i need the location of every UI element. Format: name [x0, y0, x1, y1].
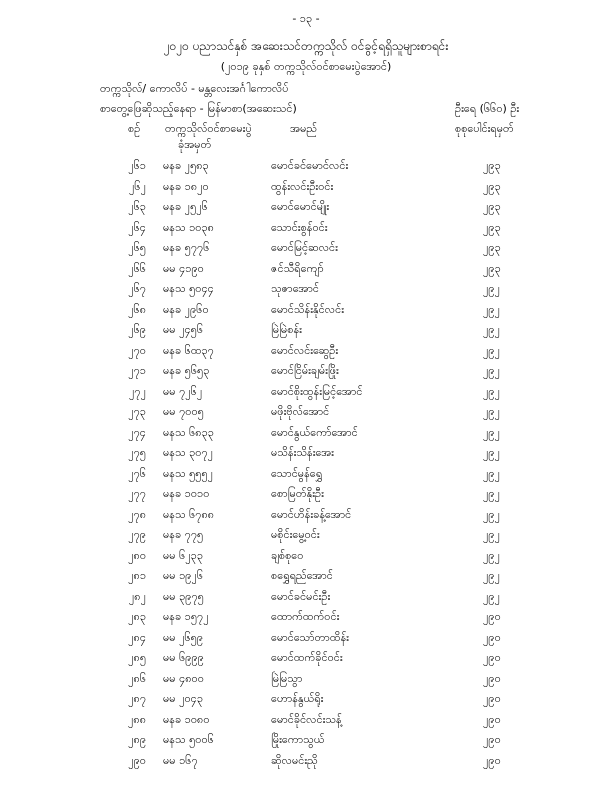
row-number: ၂၆၉ — [128, 323, 146, 336]
roll-number: မမ ၇၂၆၂ — [163, 384, 203, 398]
roll-number: မမ ၁၆၇ — [163, 753, 198, 767]
roll-number: မနသ ၁၀၃၈ — [163, 220, 214, 234]
total-marks: ၂၉၂ — [483, 528, 500, 541]
student-name: မောင်ဟိန်းခန့်အောင် — [271, 507, 352, 521]
total-marks: ၂၉၀ — [483, 692, 501, 705]
row-number: ၂၇၂ — [129, 384, 146, 398]
row-number: ၂၈၃ — [128, 610, 146, 623]
roll-number: မနခ ၁၀၁၀ — [163, 487, 210, 500]
student-name: မောင်သိန်းနိုင်လင်း — [271, 302, 344, 316]
row-number: ၂၇၆ — [128, 466, 146, 480]
table-row — [0, 385, 612, 406]
row-number: ၂၆၅ — [128, 241, 146, 254]
total-marks: ၂၉၃ — [483, 241, 501, 254]
student-name: မောင်နွယ်ကော်အောင် — [271, 425, 358, 439]
student-name: ဟောန်နွယ်ရိုး — [271, 692, 324, 705]
total-marks: ၂၉၂ — [483, 302, 500, 316]
roll-number: မနခ ၁၀၈၀ — [163, 712, 210, 726]
table-row — [0, 262, 612, 283]
student-name: မောင်လင်းဆွေဦး — [271, 343, 339, 357]
total-marks: ၂၉၂ — [483, 548, 500, 562]
roll-number: မနခ ၂၅၂၆ — [163, 200, 208, 213]
table-row — [0, 528, 612, 549]
table-row — [0, 323, 612, 344]
total-marks: ၂၉၀ — [483, 651, 501, 664]
roll-number: မနခ ၂၉၆၀ — [163, 302, 209, 316]
total-marks: ၂၉၂ — [483, 384, 500, 398]
total-marks: ၂၉၀ — [483, 753, 501, 767]
column-header-name: အမည် — [290, 122, 318, 135]
table-row — [0, 692, 612, 713]
student-name: မောင်မြင့်ဆလင်း — [271, 241, 338, 254]
roll-number: မနခ ၅၆၅၃ — [163, 364, 210, 377]
column-header-no: စဉ် — [128, 122, 141, 135]
roll-number: မမ ၂၆၅၉ — [163, 630, 204, 644]
institution-line: တက္ကသိုလ်/ ကောလိပ် - မန္တလေးအင်္ဂါကောလိပ် — [100, 82, 289, 95]
table-row — [0, 364, 612, 385]
student-name: မသိန်းသိန်းအေး — [271, 446, 334, 459]
student-name: သုဇာအောင် — [271, 282, 319, 295]
roll-number: မမ ၂၄၅၆ — [163, 323, 204, 336]
roll-number: မနသ ၅၀၀၆ — [163, 733, 214, 746]
total-marks: ၂၉၂ — [483, 343, 500, 357]
roll-number: မမ ၆၉၉၉ — [163, 651, 204, 664]
student-name: မောင်သော်တာထိန်း — [271, 630, 349, 644]
total-marks: ၂၉၂ — [483, 405, 500, 418]
table-row — [0, 590, 612, 611]
roll-number: မမ ၄၈၀၀ — [163, 671, 204, 685]
table-row — [0, 569, 612, 590]
row-number: ၂၆၈ — [128, 302, 146, 316]
total-marks: ၂၉၃ — [483, 200, 501, 213]
row-number: ၂၆၃ — [128, 200, 146, 213]
total-marks: ၂၉၂ — [483, 364, 500, 377]
total-marks: ၂၉၂ — [483, 446, 500, 459]
row-number: ၂၈၂ — [128, 589, 146, 603]
roll-number: မမ ၇၀၀၅ — [163, 405, 204, 418]
student-name: မောင်ခင်မောင်လင်း — [271, 159, 349, 172]
table-row — [0, 426, 612, 447]
table-row — [0, 405, 612, 426]
total-marks: ၂၉၂ — [483, 282, 500, 295]
row-number: ၂၈၀ — [128, 548, 146, 562]
total-marks: ၂၉၀ — [483, 671, 501, 685]
roll-number: မမ ၂၀၄၃ — [163, 692, 204, 705]
row-number: ၂၆၁ — [128, 159, 146, 172]
roll-number: မနသ ၅၅၅၂ — [163, 466, 214, 480]
row-number: ၂၇၁ — [128, 364, 146, 377]
roll-number: မမ ၄၁၉၀ — [163, 261, 204, 275]
total-marks: ၂၉၀ — [483, 712, 501, 726]
row-number: ၂၈၅ — [128, 651, 146, 664]
student-name: စောမြတ်နိုးဦး — [271, 487, 324, 500]
student-name: သောင်မွန်ရွှေ — [271, 466, 323, 480]
roll-number: မမ ၁၉၂၆ — [163, 569, 204, 582]
row-number: ၂၈၁ — [128, 569, 146, 582]
column-header-roll-line2: ခုံအမှတ် — [178, 138, 212, 151]
table-row — [0, 549, 612, 570]
table-row — [0, 610, 612, 631]
roll-number: မနခ ၁၈၂၀ — [163, 179, 209, 193]
student-name: ထွန်းလင်းဦးဝင်း — [271, 179, 334, 193]
table-row — [0, 221, 612, 242]
row-number: ၂၇၇ — [128, 487, 146, 500]
roll-number: မနသ ၆၇၈၈ — [163, 507, 215, 521]
row-number: ၂၆၂ — [129, 179, 146, 193]
roll-number: မနသ ၅၀၄၄ — [163, 282, 214, 295]
roll-number: မနခ ၆ထ၃၇ — [163, 343, 214, 357]
total-marks: ၂၉၃ — [483, 261, 501, 275]
row-number: ၂၆၆ — [128, 261, 146, 275]
total-marks: ၂၉၂ — [483, 466, 500, 480]
total-marks: ၂၉၃ — [483, 159, 501, 172]
student-name: မြဲမြသွာ — [271, 671, 303, 685]
table-row — [0, 282, 612, 303]
student-name: ချစ်စုဝေ — [271, 548, 304, 562]
total-marks: ၂၉၀ — [483, 630, 501, 644]
row-number: ၂၇၉ — [128, 528, 146, 541]
roll-number: မမ ၆၂၃၃ — [163, 548, 204, 562]
table-row — [0, 467, 612, 488]
column-header-marks: စုစုပေါင်းရမှတ် — [455, 122, 514, 135]
total-marks: ၂၉၂ — [483, 569, 500, 582]
student-name: မဖိုးဗိုလ်အောင် — [271, 405, 330, 418]
student-name: မောင်ငြိမ်းချမ်းဖြိုး — [271, 364, 339, 377]
table-row — [0, 713, 612, 734]
table-row — [0, 672, 612, 693]
roll-number: မနသ ၃၀၇၂ — [163, 446, 214, 459]
table-row — [0, 754, 612, 775]
student-name: မောင်ခိုင်လင်းသန့် — [271, 712, 342, 726]
row-number: ၂၇၀ — [128, 343, 146, 357]
total-marks: ၂၉၃ — [483, 179, 501, 193]
student-name: မောင်ခင်မင်းဦး — [271, 589, 331, 603]
student-name: စရွှေရည်အောင် — [271, 569, 333, 582]
student-name: မောင်စိုးထွန်းမြင့်အောင် — [271, 384, 363, 398]
student-name: ထောက်ထက်ဝင်း — [271, 610, 340, 623]
student-name: မောင်မောင်မျိုး — [271, 200, 330, 213]
table-row — [0, 446, 612, 467]
student-name: မြဲမြဲစန်း — [271, 323, 302, 336]
page-number: - ၁၃ - — [292, 12, 320, 25]
column-header-roll: တက္ကသိုလ်ဝင်စာမေးပွဲ — [165, 122, 252, 135]
row-number: ၂၈၉ — [128, 733, 146, 746]
roll-number: မနခ ၁၅၇၂ — [163, 610, 209, 623]
row-number: ၂၆၄ — [128, 220, 146, 234]
table-row — [0, 651, 612, 672]
row-number: ၂၆၇ — [128, 282, 146, 295]
row-number: ၂၇၅ — [128, 446, 146, 459]
results-table — [0, 159, 612, 774]
student-name: သောင်းစွန်ဝင်း — [271, 220, 328, 234]
row-number: ၂၈၈ — [128, 712, 146, 726]
table-row — [0, 631, 612, 652]
total-marks: ၂၉၂ — [483, 487, 500, 500]
row-number: ၂၈၇ — [128, 692, 146, 705]
total-marks: ၂၉၂ — [483, 507, 500, 521]
total-marks: ၂၉၃ — [483, 220, 501, 234]
roll-number: မနခ ၇၇၅ — [163, 528, 204, 541]
total-marks: ၂၉၂ — [483, 425, 500, 439]
roll-number: မမ ၃၉၇၅ — [163, 589, 204, 603]
student-name: ဆိုလမင်းညို — [271, 753, 318, 767]
document-title: ၂၀၂၀ ပညာသင်နှစ် အဆေးသင်တက္ကသိုလ် ဝင်ခွင့်ရရှိသူများစာရင်း — [163, 39, 449, 53]
student-name: မစိုင်းမွေ့ဝင်း — [271, 528, 320, 541]
table-row — [0, 303, 612, 324]
intake-count: ဦးရေ (၆၆၀) ဦး — [455, 102, 520, 115]
table-row — [0, 487, 612, 508]
table-row — [0, 733, 612, 754]
table-row — [0, 180, 612, 201]
exam-area-line: စာတွေ့ဖြေဆိုသည့်နေရာ - မြန်မာစာ(အဆေးသင်) — [100, 102, 297, 115]
row-number: ၂၉၀ — [128, 753, 146, 767]
row-number: ၂၇၈ — [128, 507, 146, 521]
total-marks: ၂၉၂ — [483, 589, 500, 603]
total-marks: ၂၉၀ — [483, 610, 501, 623]
roll-number: မနသ ၆၈၃၃ — [163, 425, 214, 439]
row-number: ၂၈၄ — [128, 630, 146, 644]
table-row — [0, 508, 612, 529]
total-marks: ၂၉၀ — [483, 733, 501, 746]
document-subtitle: (၂၀၁၉ ခုနှစ် တက္ကသိုလ်ဝင်စာမေးပွဲအောင်) — [220, 60, 392, 73]
student-name: ဇင်သီရိကျော် — [271, 261, 324, 275]
table-row — [0, 241, 612, 262]
row-number: ၂၇၄ — [128, 425, 146, 439]
student-name: မြိုးကောသွယ် — [271, 733, 325, 746]
table-row — [0, 159, 612, 180]
student-name: မောင်ထက်ခိုင်ဝင်း — [271, 651, 343, 664]
row-number: ၂၈၆ — [128, 671, 146, 685]
table-row — [0, 200, 612, 221]
roll-number: မနခ ၅၇၇၆ — [163, 241, 210, 254]
row-number: ၂၇၃ — [128, 405, 146, 418]
table-row — [0, 344, 612, 365]
roll-number: မနခ ၂၅၈၃ — [163, 159, 209, 172]
total-marks: ၂၉၂ — [483, 323, 500, 336]
